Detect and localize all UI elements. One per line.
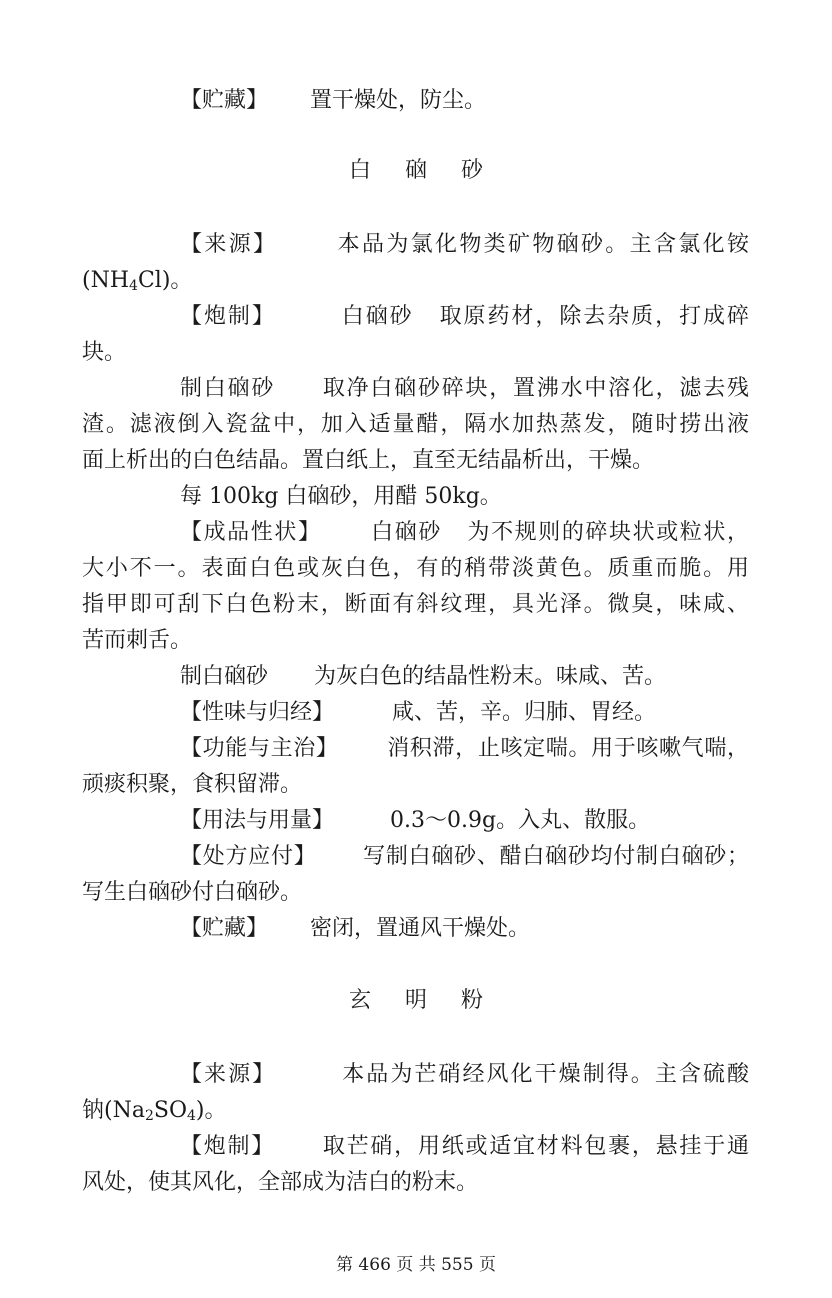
properties-line4: 苦而刺舌。: [82, 628, 193, 653]
storage-text: 置干燥处，防尘。: [310, 88, 487, 113]
zhi-line2: 渣。滤液倒入瓷盆中，加入适量醋，隔水加热蒸发，随时捞出液: [82, 412, 749, 437]
zhi-props-paragraph: 制白硇砂 为灰白色的结晶性粉末。味咸、苦。: [180, 664, 667, 689]
processing-paragraph: 【炮制】 白硇砂 取原药材，除去杂质，打成碎: [180, 304, 749, 329]
source-paragraph: 【来源】 本品为氯化物类矿物硇砂。主含氯化铵: [180, 232, 749, 257]
prescription-paragraph: 【处方应付】 写制白硇砂、醋白硇砂均付制白硇砂；: [180, 844, 749, 869]
zhi-paragraph: 制白硇砂 取净白硇砂碎块，置沸水中溶化，滤去残: [180, 376, 749, 401]
function-line2: 顽痰积聚，食积留滞。: [82, 772, 303, 797]
source-formula-2: 钠$(Na_2SO_4)$。: [82, 1098, 227, 1124]
source-paragraph-2: 【来源】 本品为芒硝经风化干燥制得。主含硫酸: [180, 1062, 749, 1087]
processing-line2-2: 风处，使其风化，全部成为洁白的粉末。: [82, 1170, 479, 1195]
source-formula: $(NH_4Cl)$。: [82, 268, 193, 294]
nature-label: 【性味与归经】: [180, 700, 335, 725]
section-title-bainaosha: 白 硇 砂: [348, 158, 484, 183]
storage-label-2: 【贮藏】: [180, 916, 269, 941]
function-paragraph: 【功能与主治】 消积滞，止咳定喘。用于咳嗽气喘，: [180, 736, 749, 761]
dosage-label: 【用法与用量】: [180, 808, 335, 833]
source-label: 【来源】: [180, 232, 278, 257]
prescription-line2: 写生白硇砂付白硇砂。: [82, 880, 303, 905]
processing-paragraph-2: 【炮制】 取芒硝，用纸或适宜材料包裹，悬挂于通: [180, 1134, 749, 1159]
page-footer: 第 466 页 共 555 页: [336, 1255, 496, 1275]
storage-label: 【贮藏】: [180, 88, 269, 113]
properties-line3: 指甲即可刮下白色粉末，断面有斜纹理，具光泽。微臭，味咸、: [82, 592, 749, 617]
storage-paragraph: 【贮藏】 密闭，置通风干燥处。: [180, 916, 531, 941]
properties-line2: 大小不一。表面白色或灰白色，有的稍带淡黄色。质重而脆。用: [82, 556, 749, 581]
source-label-2: 【来源】: [180, 1062, 277, 1087]
prescription-label: 【处方应付】: [180, 844, 317, 869]
storage-paragraph-top: [180, 86, 486, 116]
processing-label-2: 【炮制】: [180, 1134, 276, 1159]
properties-label: 【成品性状】: [180, 520, 322, 545]
ratio-line: 每 100kg 白硇砂，用醋 50kg。: [180, 484, 502, 509]
dosage-paragraph: 【用法与用量】 0.3～0.9g。入丸、散服。: [180, 808, 651, 833]
processing-line2: 块。: [82, 340, 127, 365]
properties-paragraph: 【成品性状】 白硇砂 为不规则的碎块状或粒状，: [180, 520, 749, 545]
processing-label: 【炮制】: [180, 304, 276, 329]
nature-paragraph: 【性味与归经】 咸、苦，辛。归肺、胃经。: [180, 700, 657, 725]
zhi-line3: 面上析出的白色结晶。置白纸上，直至无结晶析出，干燥。: [82, 448, 655, 473]
function-label: 【功能与主治】: [180, 736, 339, 761]
section-title-xuanmingfen: 玄 明 粉: [348, 988, 484, 1013]
